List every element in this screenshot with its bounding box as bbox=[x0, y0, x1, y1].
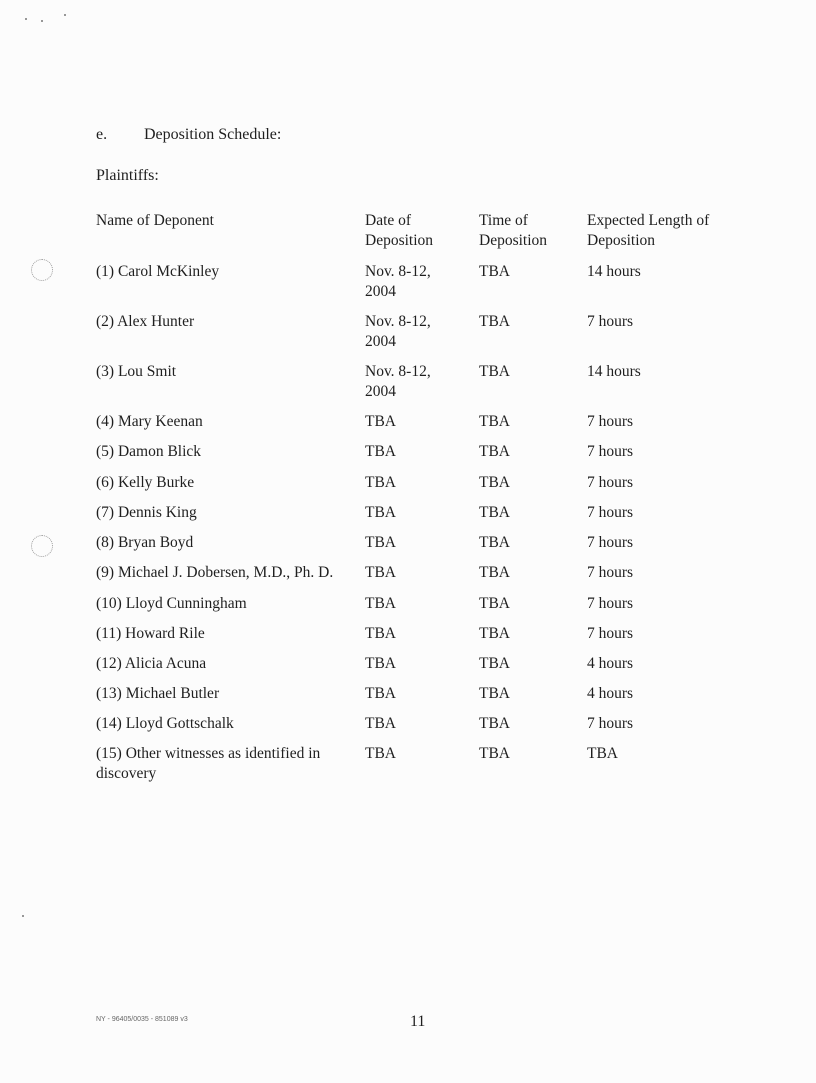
scan-speck bbox=[22, 915, 24, 917]
scan-speck bbox=[25, 18, 27, 20]
section-title: Deposition Schedule: bbox=[144, 126, 282, 143]
cell-date: TBA bbox=[365, 685, 396, 702]
punch-hole-mark bbox=[31, 535, 53, 557]
cell-date: Nov. 8-12, 2004 bbox=[365, 313, 431, 350]
header-name-of-deponent: Name of Deponent bbox=[96, 212, 214, 229]
cell-date: Nov. 8-12, 2004 bbox=[365, 363, 431, 400]
cell-time: TBA bbox=[479, 745, 510, 762]
section-heading bbox=[96, 126, 281, 144]
cell-name: (8) Bryan Boyd bbox=[96, 534, 194, 551]
cell-date: TBA bbox=[365, 504, 396, 521]
page-number: 11 bbox=[410, 1013, 426, 1030]
cell-date: TBA bbox=[365, 595, 396, 612]
header-time-of-deposition: Time of Deposition bbox=[479, 212, 548, 249]
cell-name: (1) Carol McKinley bbox=[96, 263, 220, 280]
cell-time: TBA bbox=[479, 534, 510, 551]
cell-length: 7 hours bbox=[587, 413, 634, 430]
cell-length: 4 hours bbox=[587, 685, 634, 702]
cell-time: TBA bbox=[479, 263, 510, 280]
cell-date: TBA bbox=[365, 564, 396, 581]
cell-name: (13) Michael Butler bbox=[96, 685, 220, 702]
cell-date: Nov. 8-12, 2004 bbox=[365, 263, 431, 300]
cell-time: TBA bbox=[479, 564, 510, 581]
cell-length: 7 hours bbox=[587, 474, 634, 491]
scan-speck bbox=[64, 14, 66, 16]
cell-date: TBA bbox=[365, 474, 396, 491]
cell-name: (7) Dennis King bbox=[96, 504, 197, 521]
cell-time: TBA bbox=[479, 715, 510, 732]
cell-name: (6) Kelly Burke bbox=[96, 474, 195, 491]
cell-time: TBA bbox=[479, 595, 510, 612]
cell-name: (14) Lloyd Gottschalk bbox=[96, 715, 234, 732]
cell-name: (9) Michael J. Dobersen, M.D., Ph. D. bbox=[96, 564, 334, 581]
cell-length: 4 hours bbox=[587, 655, 634, 672]
cell-length: 14 hours bbox=[587, 363, 641, 380]
cell-length: 7 hours bbox=[587, 313, 634, 330]
cell-length: TBA bbox=[587, 745, 618, 762]
cell-name: (10) Lloyd Cunningham bbox=[96, 595, 247, 612]
scan-speck bbox=[41, 20, 43, 22]
document-id: NY - 96405/0035 - 851089 v3 bbox=[96, 1016, 188, 1023]
cell-date: TBA bbox=[365, 745, 396, 762]
cell-length: 7 hours bbox=[587, 504, 634, 521]
cell-date: TBA bbox=[365, 625, 396, 642]
cell-date: TBA bbox=[365, 534, 396, 551]
cell-date: TBA bbox=[365, 715, 396, 732]
cell-date: TBA bbox=[365, 655, 396, 672]
cell-length: 7 hours bbox=[587, 443, 634, 460]
cell-time: TBA bbox=[479, 443, 510, 460]
cell-length: 7 hours bbox=[587, 534, 634, 551]
cell-name: (2) Alex Hunter bbox=[96, 313, 195, 330]
cell-length: 7 hours bbox=[587, 595, 634, 612]
cell-time: TBA bbox=[479, 504, 510, 521]
cell-name: (12) Alicia Acuna bbox=[96, 655, 207, 672]
cell-date: TBA bbox=[365, 443, 396, 460]
cell-name: (4) Mary Keenan bbox=[96, 413, 203, 430]
cell-time: TBA bbox=[479, 625, 510, 642]
cell-time: TBA bbox=[479, 474, 510, 491]
cell-time: TBA bbox=[479, 413, 510, 430]
cell-time: TBA bbox=[479, 685, 510, 702]
cell-length: 14 hours bbox=[587, 263, 641, 280]
cell-name: (5) Damon Blick bbox=[96, 443, 202, 460]
cell-length: 7 hours bbox=[587, 564, 634, 581]
cell-time: TBA bbox=[479, 655, 510, 672]
cell-length: 7 hours bbox=[587, 625, 634, 642]
cell-time: TBA bbox=[479, 313, 510, 330]
header-date-of-deposition: Date of Deposition bbox=[365, 212, 434, 249]
cell-name: (15) Other witnesses as identified in discovery bbox=[96, 745, 321, 782]
punch-hole-mark bbox=[31, 259, 53, 281]
cell-name: (3) Lou Smit bbox=[96, 363, 177, 380]
section-letter: e. bbox=[96, 126, 108, 143]
cell-date: TBA bbox=[365, 413, 396, 430]
cell-name: (11) Howard Rile bbox=[96, 625, 205, 642]
party-label: Plaintiffs: bbox=[96, 167, 159, 184]
cell-length: 7 hours bbox=[587, 715, 634, 732]
cell-time: TBA bbox=[479, 363, 510, 380]
header-expected-length: Expected Length of Deposition bbox=[587, 212, 710, 249]
